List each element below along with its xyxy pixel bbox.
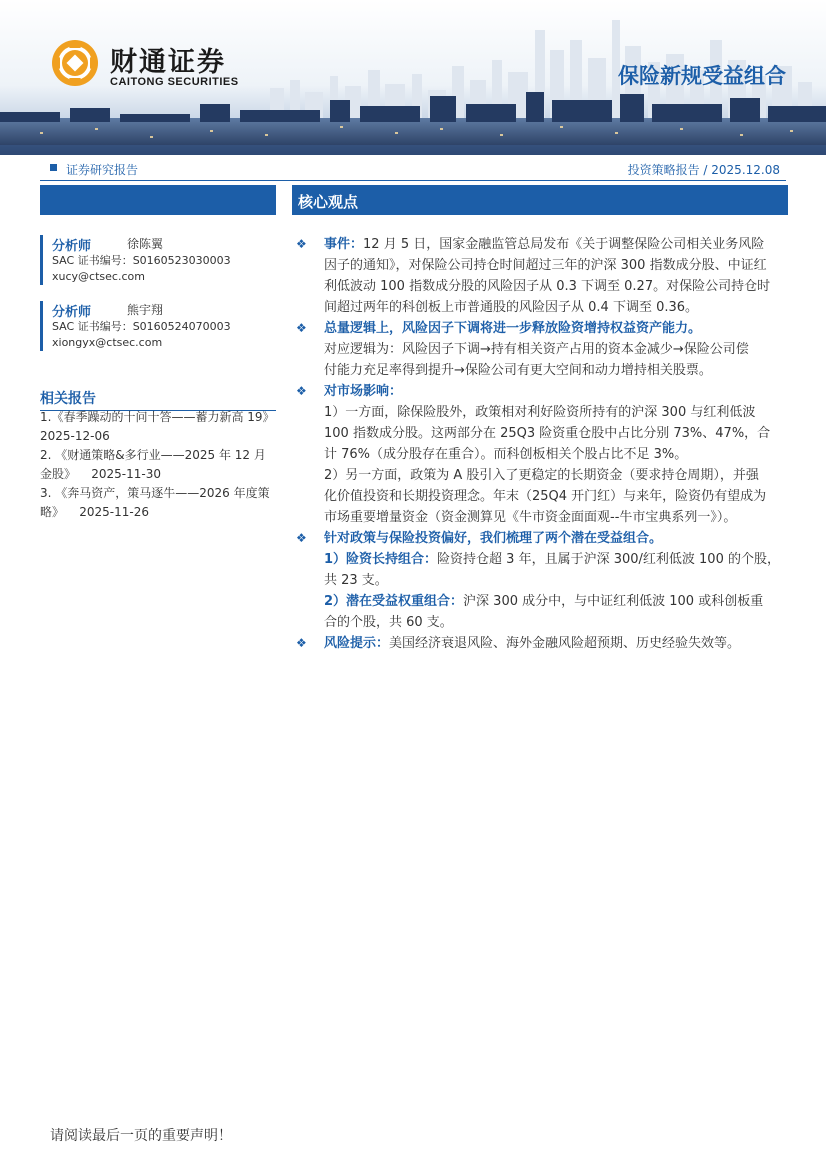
bullet-keyword: 事件： xyxy=(324,237,364,252)
bullet-market-impact xyxy=(296,381,788,528)
report-title: 保险新规受益组合 xyxy=(618,64,786,88)
square-bullet-icon xyxy=(50,164,57,171)
bullet-keyword: 针对政策与保险投资偏好，我们梳理了两个潜在受益组合。 xyxy=(324,531,663,546)
bullet-text: 险资持仓超 3 年，且属于沪深 300/红利低波 100 的个股， xyxy=(437,552,780,567)
left-column-banner xyxy=(40,185,276,215)
analyst-name: 熊宇翔 xyxy=(127,303,164,317)
related-report-line: 2. 《财通策略&多行业——2025 年 12 月 xyxy=(40,448,266,462)
portfolio-name: 1）险资长持组合： xyxy=(324,552,438,567)
diamond-bullet-icon: ❖ xyxy=(296,384,307,398)
bullet-risk xyxy=(296,633,788,654)
bullet-keyword: 总量逻辑上，风险因子下调将进一步释放险资增持权益资产能力。 xyxy=(324,321,702,336)
bullet-text: 美国经济衰退风险、海外金融风险超预期、历史经验失效等。 xyxy=(389,636,741,651)
diamond-bullet-icon: ❖ xyxy=(296,636,307,650)
report-category: 证券研究报告 xyxy=(66,163,139,177)
related-report-line: 3. 《奔马资产，策马逐牛——2026 年度策 xyxy=(40,486,270,500)
related-report-line: 金股》 2025-11-30 xyxy=(40,467,161,481)
coin-logo-icon xyxy=(50,38,100,88)
bullet-text: 合的个股，共 60 支。 xyxy=(324,615,453,630)
report-type-date: 投资策略报告 / 2025.12.08 xyxy=(627,163,780,177)
diamond-bullet-icon: ❖ xyxy=(296,237,307,251)
bullet-event xyxy=(296,234,788,318)
bullet-keyword: 风险提示： xyxy=(324,636,390,651)
analyst-email[interactable]: xucy@ctsec.com xyxy=(52,270,145,283)
bullet-text: 间超过两年的科创板上市普通股的风险因子从 0.4 下调至 0.36。 xyxy=(324,300,699,315)
related-reports-title: 相关报告 xyxy=(40,388,276,411)
report-type-bar xyxy=(40,160,786,181)
bullet-total-logic xyxy=(296,318,788,381)
related-report-link[interactable] xyxy=(40,446,280,484)
bullet-text: 付能力充足率得到提升→保险公司有更大空间和动力增持相关股票。 xyxy=(324,363,712,378)
bullet-text: 2）另一方面，政策为 A 股引入了更稳定的长期资金（要求持仓周期），并强 xyxy=(324,468,759,483)
related-report-line: 略》 2025-11-26 xyxy=(40,505,149,519)
core-view-banner xyxy=(292,185,788,215)
diamond-bullet-icon: ❖ xyxy=(296,531,307,545)
analyst-sac: SAC 证书编号：S0160523030003 xyxy=(52,254,231,267)
bullet-text: 市场重要增量资金（资金测算见《牛市资金面面观--牛市宝典系列一》）。 xyxy=(324,510,737,525)
bullet-text: 沪深 300 成分中，与中证红利低波 100 或科创板重 xyxy=(463,594,764,609)
analyst-sac: SAC 证书编号：S0160524070003 xyxy=(52,320,231,333)
report-header xyxy=(0,0,826,155)
analyst-email[interactable]: xiongyx@ctsec.com xyxy=(52,336,163,349)
bullet-keyword: 对市场影响： xyxy=(324,384,403,399)
disclaimer-footer: 请阅读最后一页的重要声明！ xyxy=(50,1128,232,1144)
analyst-role: 分析师 xyxy=(52,305,92,320)
bullet-portfolios xyxy=(296,528,788,633)
related-report-line: 2025-12-06 xyxy=(40,429,110,443)
analyst-card xyxy=(40,235,276,285)
bullet-text: 12 月 5 日，国家金融监管总局发布《关于调整保险公司相关业务风险 xyxy=(363,237,765,252)
analyst-name: 徐陈翼 xyxy=(127,237,164,251)
bullet-text: 利低波动 100 指数成分股的风险因子从 0.3 下调至 0.27。对保险公司持仓时 xyxy=(324,279,771,294)
core-view-title: 核心观点 xyxy=(298,193,359,211)
related-report-link[interactable] xyxy=(40,408,280,446)
related-report-line: 1.《春季躁动的十问十答——蓄力新高 19》 xyxy=(40,410,275,424)
analyst-card xyxy=(40,301,276,351)
analyst-role: 分析师 xyxy=(52,239,92,254)
bullet-text: 计 76%（成分股存在重合）。而科创板相关个股占比不足 3%。 xyxy=(324,447,688,462)
diamond-bullet-icon: ❖ xyxy=(296,321,307,335)
brand-logo xyxy=(50,38,250,94)
bullet-text: 1）一方面，除保险股外，政策相对利好险资所持有的沪深 300 与红利低波 xyxy=(324,405,756,420)
bullet-text: 共 23 支。 xyxy=(324,573,388,588)
brand-name-en: CAITONG SECURITIES xyxy=(110,76,239,88)
brand-name-cn: 财通证券 xyxy=(110,47,226,78)
bullet-text: 因子的通知》，对保险公司持仓时间超过三年的沪深 300 指数成分股、中证红 xyxy=(324,258,767,273)
related-report-link[interactable] xyxy=(40,484,280,522)
portfolio-name: 2）潜在受益权重组合： xyxy=(324,594,464,609)
core-view-bullets xyxy=(296,234,788,654)
bullet-text: 化价值投资和长期投资理念。年末（25Q4 开门红）与来年，险资仍有望成为 xyxy=(324,489,767,504)
bullet-text: 对应逻辑为：风险因子下调→持有相关资产占用的资本金减少→保险公司偿 xyxy=(324,342,749,357)
bullet-text: 100 指数成分股。这两部分在 25Q3 险资重仓股中占比分别 73%、47%，合 xyxy=(324,426,771,441)
